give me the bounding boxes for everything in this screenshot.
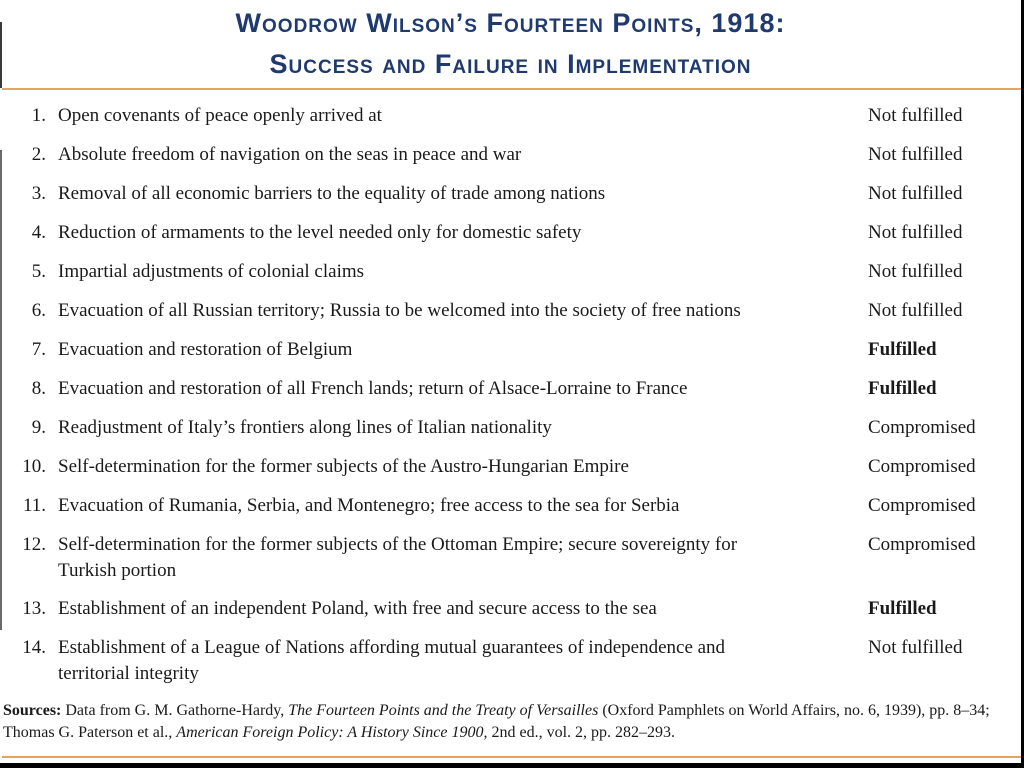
point-number: 9. — [31, 417, 46, 438]
point-status: Not fulfilled — [868, 105, 963, 126]
point-status: Compromised — [868, 456, 976, 477]
point-text: Evacuation and restoration of all French lands; return of Alsace-Lorraine to France — [58, 378, 688, 399]
point-status: Not fulfilled — [868, 144, 963, 165]
point-status: Compromised — [868, 534, 976, 555]
sources-part-1: Data from G. M. Gathorne-Hardy, — [61, 702, 289, 719]
point-number: 7. — [31, 339, 46, 360]
sources-book-1: The Fourteen Points and the Treaty of Versailles — [288, 702, 599, 719]
point-status: Compromised — [868, 417, 976, 438]
title-line-1: Woodrow Wilson’s Fourteen Points, 1918: — [235, 8, 786, 38]
sources-book-2: American Foreign Policy: A History Since 1900, — [176, 724, 488, 741]
point-number: 10. — [22, 456, 46, 477]
point-status: Not fulfilled — [868, 300, 963, 321]
point-text: Open covenants of peace openly arrived at — [58, 105, 382, 126]
point-status: Not fulfilled — [868, 261, 963, 282]
point-status: Not fulfilled — [868, 637, 963, 658]
sources-note — [3, 700, 1019, 744]
sources-part-2: (Oxford Pamphlets on World Affairs, no. 6, 1939), pp. 8–34; Thomas G. Paterson et al., — [3, 702, 990, 741]
point-status: Fulfilled — [868, 378, 937, 399]
point-number: 14. — [22, 637, 46, 658]
point-number: 11. — [22, 495, 46, 516]
point-text: Self-determination for the former subjects of the Ottoman Empire; secure sovereignty for Turkish portion — [58, 534, 738, 581]
title-line-2: Success and Failure in Implementation — [269, 49, 752, 79]
point-number: 5. — [31, 261, 46, 282]
point-status: Not fulfilled — [868, 183, 963, 204]
point-number: 12. — [22, 534, 46, 555]
point-number: 8. — [31, 378, 46, 399]
point-text: Evacuation of all Russian territory; Russia to be welcomed into the society of free nations — [58, 300, 741, 321]
point-text: Readjustment of Italy’s frontiers along lines of Italian nationality — [58, 417, 552, 438]
point-status: Fulfilled — [868, 339, 937, 360]
point-text: Reduction of armaments to the level needed only for domestic safety — [58, 222, 582, 243]
point-status: Compromised — [868, 495, 976, 516]
bottom-rule — [2, 756, 1021, 758]
point-status: Not fulfilled — [868, 222, 963, 243]
point-number: 6. — [31, 300, 46, 321]
point-text: Evacuation of Rumania, Serbia, and Montenegro; free access to the sea for Serbia — [58, 495, 680, 516]
point-status: Fulfilled — [868, 598, 937, 619]
point-text: Removal of all economic barriers to the equality of trade among nations — [58, 183, 606, 204]
point-text: Impartial adjustments of colonial claims — [58, 261, 365, 282]
point-text: Absolute freedom of navigation on the seas in peace and war — [58, 144, 522, 165]
point-text: Self-determination for the former subjects of the Austro-Hungarian Empire — [58, 456, 629, 477]
sources-part-3: 2nd ed., vol. 2, pp. 282–293. — [487, 724, 676, 741]
point-text: Evacuation and restoration of Belgium — [58, 339, 353, 360]
point-number: 4. — [31, 222, 46, 243]
point-text: Establishment of a League of Nations affording mutual guarantees of independence and territorial integrity — [58, 637, 726, 684]
point-number: 2. — [31, 144, 46, 165]
point-text: Establishment of an independent Poland, with free and secure access to the sea — [58, 598, 657, 619]
point-number: 13. — [22, 598, 46, 619]
top-rule — [2, 88, 1021, 90]
point-number: 1. — [31, 105, 46, 126]
point-number: 3. — [31, 183, 46, 204]
sources-label: Sources: — [3, 702, 62, 719]
